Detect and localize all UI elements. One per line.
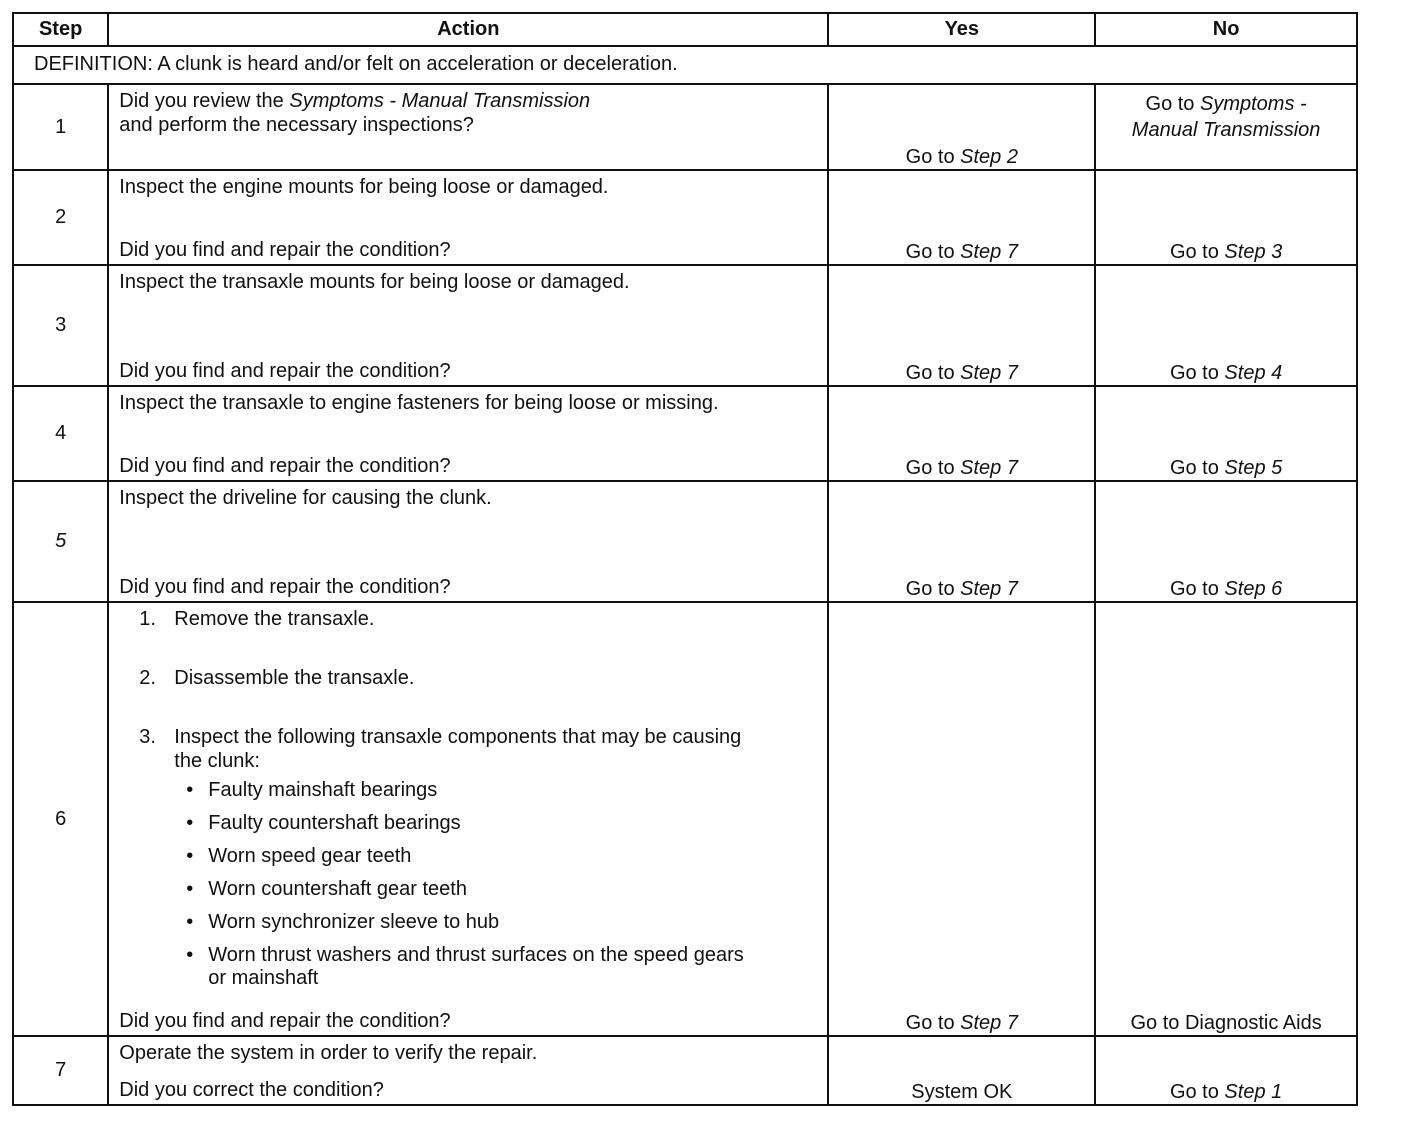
definition-text: DEFINITION: A clunk is heard and/or felt on acceleration or deceleration. [13,46,1357,84]
step-number: 1 [13,84,108,170]
yes-prefix: Go to [905,1012,961,1034]
header-no: No [1095,13,1357,46]
action-cell [108,170,828,265]
no-step-ref: Step 5 [1224,457,1283,479]
list-item: • Worn countershaft gear teeth [174,878,764,901]
table-row [13,265,1357,386]
no-cell [1095,170,1357,265]
no-text [1096,1080,1356,1104]
substep-text: Inspect the following transaxle components that may be causing the clunk: [174,726,742,772]
no-cell [1095,265,1357,386]
yes-prefix: Go to [905,241,961,263]
no-text [1096,577,1356,601]
no-cell [1095,386,1357,481]
yes-text [829,577,1094,601]
substep-text: Disassemble the transaxle. [174,667,415,689]
yes-cell [828,170,1095,265]
table-row [13,602,1357,1036]
no-text [1096,456,1356,480]
yes-text: System OK [911,1081,1013,1103]
yes-text [829,361,1094,385]
yes-cell [828,1036,1095,1105]
table-row [13,1036,1357,1105]
action-cell [108,602,828,1036]
action-cell [108,1036,828,1105]
header-action: Action [108,13,828,46]
action-text: Inspect the transaxle mounts for being loose or damaged. [119,271,630,293]
yes-cell [828,265,1095,386]
header-step: Step [13,13,108,46]
component-list [174,779,764,990]
substep-item [139,725,764,990]
step-number: 7 [13,1036,108,1105]
no-cell [1095,1036,1357,1105]
no-step-ref: Step 4 [1224,362,1283,384]
list-item: • Faulty countershaft bearings [174,812,764,835]
no-cell [1095,481,1357,602]
substep-item [139,666,827,690]
no-step-ref: Step 6 [1224,578,1283,600]
substep-number: 1. [139,608,156,630]
action-cell [108,481,828,602]
yes-cell [828,386,1095,481]
no-prefix: Go to [1169,241,1225,263]
action-text-emphasis: Symptoms - Manual Transmission [289,90,591,112]
header-row [13,13,1357,46]
no-prefix: Go to [1169,578,1225,600]
definition-row [13,46,1357,84]
yes-step-ref: Step 2 [960,146,1018,168]
action-question: Did you find and repair the condition? [119,239,451,261]
no-prefix: Go to [1169,457,1225,479]
yes-step-ref: Step 7 [960,362,1018,384]
no-prefix: Go to [1145,93,1200,115]
yes-text [829,456,1094,480]
yes-text [829,240,1094,264]
no-ref: Manual Transmission [1131,119,1321,141]
no-text [1096,85,1356,143]
step-number: 5 [13,481,108,602]
yes-text [829,1011,1094,1035]
action-question: Did you find and repair the condition? [119,360,451,382]
step-number: 3 [13,265,108,386]
list-item: • Worn speed gear teeth [174,845,764,868]
no-text [1096,361,1356,385]
substep-text: Remove the transaxle. [174,608,375,630]
substep-list [109,607,827,990]
step-number: 6 [13,602,108,1036]
substep-item [139,607,827,631]
action-text-part: and perform the necessary inspections? [119,114,474,136]
action-text: Inspect the engine mounts for being loose or damaged. [119,176,609,198]
substep-number: 3. [139,726,156,748]
no-text: Go to Diagnostic Aids [1130,1012,1322,1034]
table-row [13,481,1357,602]
yes-step-ref: Step 7 [960,578,1018,600]
no-step-ref: Step 1 [1224,1081,1283,1103]
yes-prefix: Go to [905,457,961,479]
table-row [13,84,1357,170]
action-question: Did you find and repair the condition? [119,576,451,598]
yes-step-ref: Step 7 [960,241,1018,263]
action-text: Inspect the driveline for causing the clunk. [119,487,492,509]
action-text-part: Did you review the [119,90,290,112]
diagnostic-table [12,12,1358,1106]
no-text [1096,240,1356,264]
no-ref: Symptoms - [1200,93,1307,115]
yes-step-ref: Step 7 [960,1012,1018,1034]
action-text: Inspect the transaxle to engine fasteners for being loose or missing. [119,392,719,414]
yes-step-ref: Step 7 [960,457,1018,479]
header-yes: Yes [828,13,1095,46]
yes-cell [828,481,1095,602]
table-row [13,386,1357,481]
yes-prefix: Go to [905,146,961,168]
yes-prefix: Go to [905,578,961,600]
step-number: 4 [13,386,108,481]
action-question: Did you correct the condition? [119,1079,384,1101]
list-item: • Worn synchronizer sleeve to hub [174,911,764,934]
table-row [13,170,1357,265]
no-prefix: Go to [1169,362,1225,384]
no-prefix: Go to [1169,1081,1225,1103]
yes-text [829,145,1094,169]
yes-prefix: Go to [905,362,961,384]
no-step-ref: Step 3 [1224,241,1283,263]
no-cell [1095,84,1357,170]
action-text [109,85,827,137]
no-cell [1095,602,1357,1036]
action-question: Did you find and repair the condition? [119,1010,451,1032]
step-number: 2 [13,170,108,265]
action-cell [108,386,828,481]
action-cell [108,84,828,170]
yes-cell [828,84,1095,170]
list-item: • Faulty mainshaft bearings [174,779,764,802]
action-cell [108,265,828,386]
yes-cell [828,602,1095,1036]
action-text: Operate the system in order to verify the repair. [119,1042,538,1064]
list-item: • Worn thrust washers and thrust surfaces on the speed gears or mainshaft [174,944,764,990]
action-question: Did you find and repair the condition? [119,455,451,477]
substep-number: 2. [139,667,156,689]
